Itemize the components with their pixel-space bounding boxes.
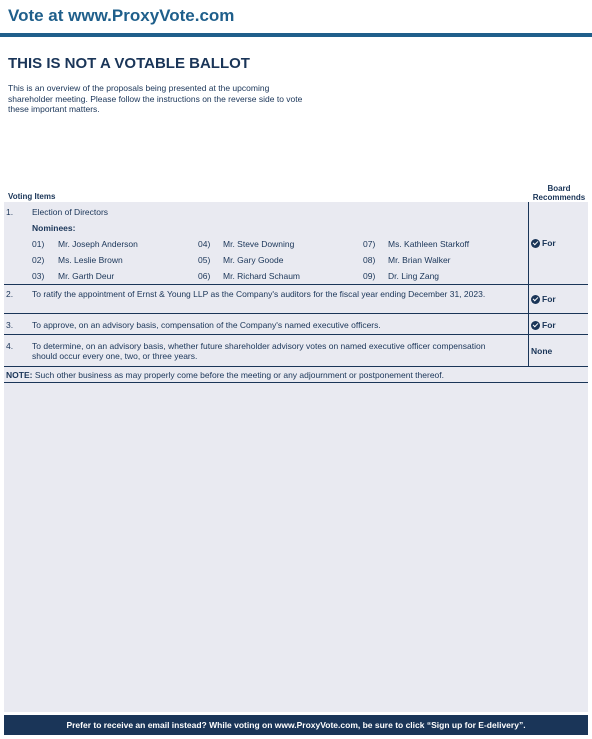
nominee-name: Ms. Leslie Brown: [58, 255, 123, 265]
ballot-heading: THIS IS NOT A VOTABLE BALLOT: [8, 55, 250, 72]
note: [6, 370, 444, 380]
check-circle-icon: [531, 295, 540, 304]
nominee-name: Mr. Garth Deur: [58, 271, 115, 281]
recommendation: [531, 320, 556, 330]
recommendation-value: For: [542, 294, 556, 304]
row-divider: [4, 334, 588, 335]
note-label: NOTE:: [6, 370, 33, 380]
check-circle-icon: [531, 321, 540, 330]
nominee-number: 04): [198, 239, 211, 249]
voting-items-header: Voting Items: [8, 192, 56, 201]
nominee-name: Ms. Kathleen Starkoff: [388, 239, 470, 249]
nominee-name: Mr. Richard Schaum: [223, 271, 300, 281]
item-number: 2.: [6, 289, 14, 299]
item-text: To ratify the appointment of Ernst & Young LLP as the Company's auditors for the fiscal year ending December 31, 2023.: [32, 289, 486, 299]
nominee-number: 08): [363, 255, 376, 265]
nominee-number: 05): [198, 255, 211, 265]
recommendation-value: For: [542, 320, 556, 330]
nominee-number: 07): [363, 239, 376, 249]
item-text: To determine, on an advisory basis, whether future shareholder advisory votes on named executive officer compensation should occur every one, two, or three years.: [32, 341, 486, 361]
nominee-number: 09): [363, 271, 376, 281]
intro-text: This is an overview of the proposals being presented at the upcoming shareholder meeting. Please follow the instructions on the reverse side to vote these important matters.: [8, 83, 303, 114]
row-divider: [4, 366, 588, 367]
check-circle-icon: [531, 239, 540, 248]
row-divider: [4, 284, 588, 285]
item-number: 4.: [6, 341, 14, 351]
recommendation-value: None: [531, 346, 553, 356]
row-divider: [4, 313, 588, 314]
note-text: Such other business as may properly come before the meeting or any adjournment or postponement thereof.: [34, 370, 445, 380]
voting-items-panel: [4, 202, 588, 712]
item-number: 1.: [6, 207, 14, 217]
nominee-name: Mr. Joseph Anderson: [58, 239, 138, 249]
item-number: 3.: [6, 320, 14, 330]
board-label: Board: [547, 184, 571, 193]
recommends-label: Recommends: [532, 193, 586, 202]
nominee-name: Mr. Steve Downing: [223, 239, 295, 249]
nominee-name: Mr. Gary Goode: [223, 255, 284, 265]
nominee-number: 01): [32, 239, 45, 249]
header-rule: [0, 33, 592, 37]
item-text: To approve, on an advisory basis, compensation of the Company's named executive officers.: [32, 320, 381, 330]
recommendation: [531, 346, 552, 356]
recommendation-value: For: [542, 238, 556, 248]
row-divider: [4, 382, 588, 383]
nominee-number: 06): [198, 271, 211, 281]
site-title: Vote at www.ProxyVote.com: [8, 6, 235, 25]
nominee-number: 03): [32, 271, 45, 281]
item-text: Election of Directors: [32, 207, 109, 217]
footer-banner: Prefer to receive an email instead? While voting on www.ProxyVote.com, be sure to click “Sign up for E-delivery”.: [4, 715, 588, 735]
nominee-number: 02): [32, 255, 45, 265]
nominee-name: Dr. Ling Zang: [388, 271, 440, 281]
recommendation: [531, 294, 556, 304]
board-recommends-header: [526, 184, 592, 202]
nominee-name: Mr. Brian Walker: [388, 255, 451, 265]
nominees-label: Nominees:: [32, 223, 76, 233]
recommendation: [531, 238, 556, 248]
